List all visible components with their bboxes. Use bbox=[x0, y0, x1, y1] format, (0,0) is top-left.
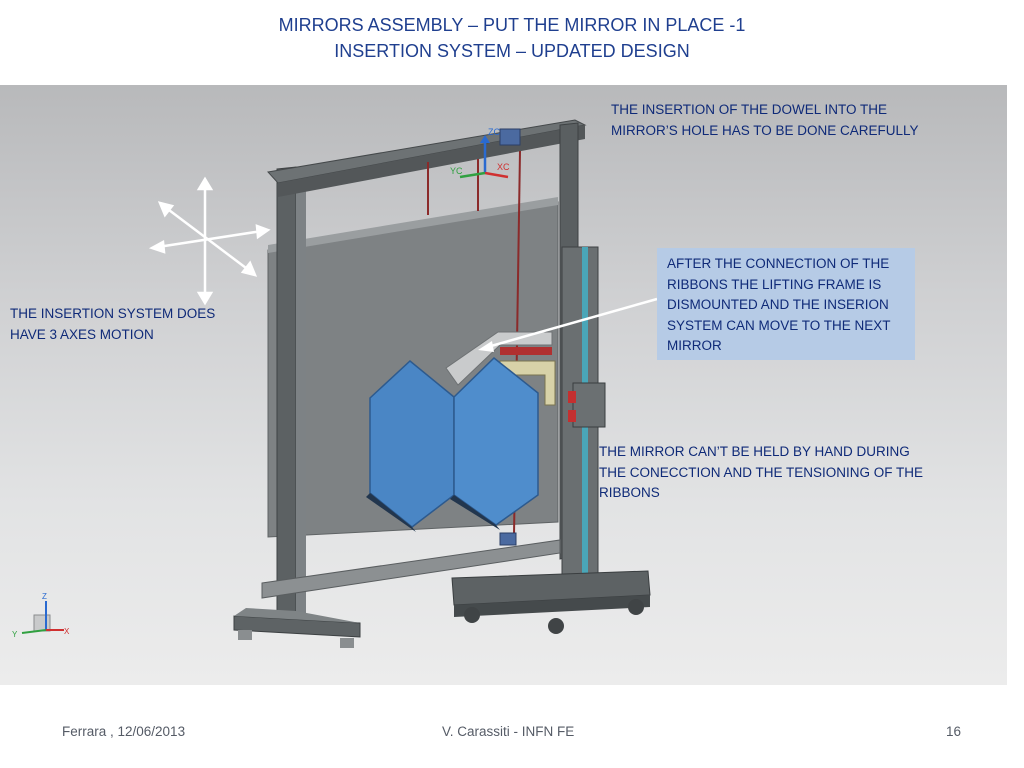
cad-model-drawing bbox=[0, 85, 1007, 685]
lifting-frame-callout: AFTER THE CONNECTION OF THE RIBBONS THE LIFTING FRAME IS DISMOUNTED AND THE INSERION SYSTEM CAN MOVE TO THE NEXT MIRROR bbox=[657, 248, 915, 360]
caster-2 bbox=[548, 618, 564, 634]
cad-render-area bbox=[0, 85, 1007, 685]
triad-y-label: Y bbox=[12, 630, 18, 639]
leveling-foot-left bbox=[238, 630, 252, 640]
leveling-foot-right bbox=[340, 638, 354, 648]
triad-x-label: X bbox=[64, 627, 70, 636]
caster-1 bbox=[464, 607, 480, 623]
footer-author: V. Carassiti - INFN FE bbox=[442, 724, 575, 739]
red-block-2 bbox=[568, 410, 576, 422]
yc-axis bbox=[460, 173, 485, 177]
lower-clamp bbox=[500, 533, 516, 545]
red-block-1 bbox=[568, 391, 576, 403]
red-pad bbox=[500, 347, 552, 355]
left-post bbox=[277, 167, 296, 614]
caster-3 bbox=[628, 599, 644, 615]
top-beam bbox=[268, 120, 585, 183]
top-beam-front bbox=[278, 125, 585, 197]
xc-axis bbox=[485, 173, 508, 177]
zc-label: ZC bbox=[488, 127, 500, 137]
slide-title-line1: MIRRORS ASSEMBLY – PUT THE MIRROR IN PLACE -1 bbox=[278, 15, 746, 35]
page-number: 16 bbox=[946, 724, 962, 739]
mirror-left-hex bbox=[370, 361, 454, 527]
left-post-side bbox=[296, 167, 306, 615]
top-clamp bbox=[500, 129, 520, 145]
hand-hold-note: THE MIRROR CAN’T BE HELD BY HAND DURING THE CONECCTION AND THE TENSIONING OF THE RIBBONS bbox=[599, 444, 924, 500]
yc-label: YC bbox=[450, 166, 463, 176]
xc-label: XC bbox=[497, 162, 510, 172]
view-triad-icon bbox=[12, 592, 70, 639]
footer-location-date: Ferrara , 12/06/2013 bbox=[62, 724, 186, 739]
axes-motion-note: THE INSERTION SYSTEM DOES HAVE 3 AXES MOTION bbox=[10, 306, 216, 342]
tower-box bbox=[573, 383, 605, 427]
triad-z-label: Z bbox=[42, 592, 47, 601]
three-axes-arrows bbox=[152, 179, 268, 303]
slide-title-line2: INSERTION SYSTEM – UPDATED DESIGN bbox=[334, 41, 690, 61]
dowel-insertion-note: THE INSERTION OF THE DOWEL INTO THE MIRROR’S HOLE HAS TO BE DONE CAREFULLY bbox=[611, 102, 919, 138]
